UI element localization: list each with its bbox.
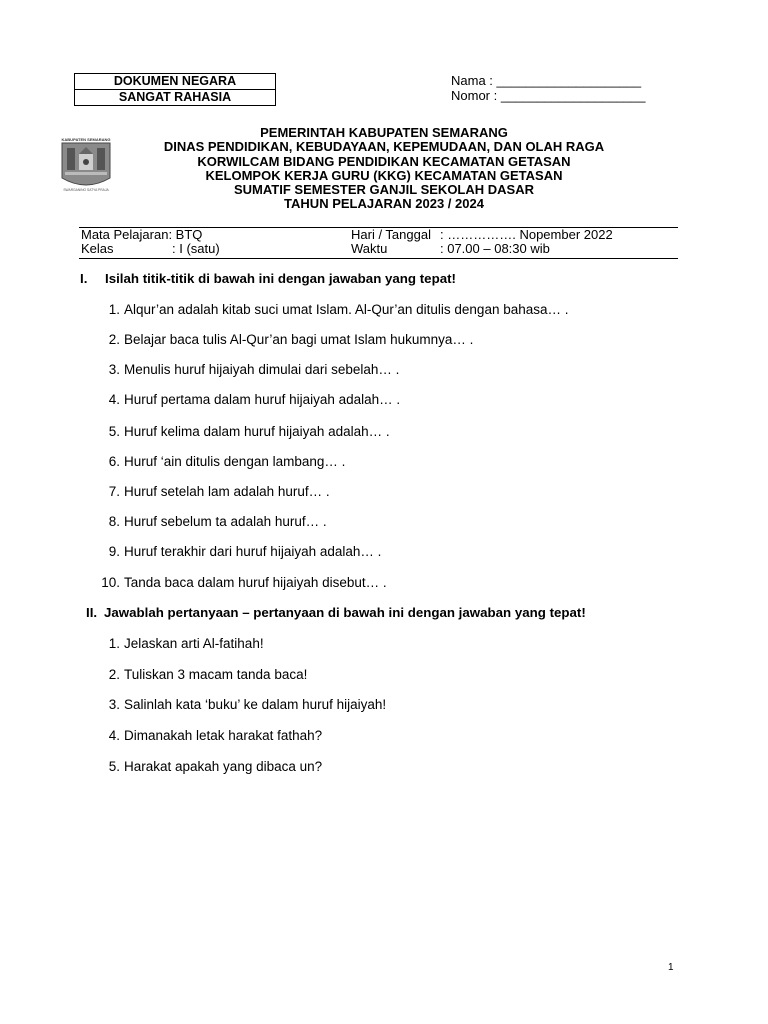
- kabupaten-semarang-logo: [59, 136, 113, 194]
- section-1-number: I.: [80, 271, 88, 286]
- question-text: Tanda baca dalam huruf hijaiyah disebut… .: [124, 575, 387, 590]
- question-text: Salinlah kata ‘buku’ ke dalam huruf hijaiyah!: [124, 697, 387, 712]
- class-value: : I (satu): [172, 241, 220, 256]
- question-text: Huruf terakhir dari huruf hijaiyah adalah… .: [124, 544, 382, 559]
- question-number: 7.: [108, 484, 120, 499]
- name-field: Nama : ____________________: [451, 73, 642, 88]
- header-line-5: SUMATIF SEMESTER GANJIL SEKOLAH DASAR: [234, 182, 534, 198]
- classification-line-1: DOKUMEN NEGARA: [113, 74, 237, 88]
- section-1-title: Isilah titik-titik di bawah ini dengan jawaban yang tepat!: [105, 271, 456, 286]
- day-date-value: : ……………. Nopember 2022: [440, 227, 613, 242]
- question-number: 4.: [108, 392, 120, 407]
- question-number: 2.: [108, 667, 120, 682]
- time-value: : 07.00 – 08:30 wib: [440, 241, 550, 256]
- question-number: 10.: [101, 575, 120, 590]
- question-text: Huruf ‘ain ditulis dengan lambang… .: [124, 454, 346, 469]
- question-text: Huruf setelah lam adalah huruf… .: [124, 484, 330, 499]
- header-line-3: KORWILCAM BIDANG PENDIDIKAN KECAMATAN GETASAN: [197, 153, 571, 169]
- question-text: Huruf kelima dalam huruf hijaiyah adalah… .: [124, 424, 390, 439]
- header-line-1: PEMERINTAH KABUPATEN SEMARANG: [260, 125, 508, 140]
- exam-header: [120, 126, 648, 212]
- question-number: 2.: [108, 332, 120, 347]
- question-text: Menulis huruf hijaiyah dimulai dari sebelah… .: [124, 362, 400, 377]
- subject-label: Mata Pelajaran: BTQ: [81, 227, 203, 242]
- document-classification-box: [74, 73, 276, 106]
- question-number: 3.: [108, 697, 120, 712]
- day-date-label: Hari / Tanggal: [351, 227, 431, 242]
- page-number: 1: [668, 962, 674, 973]
- question-number: 8.: [108, 514, 120, 529]
- question-text: Belajar baca tulis Al-Qur’an bagi umat Islam hukumnya… .: [124, 332, 474, 347]
- question-text: Harakat apakah yang dibaca un?: [124, 759, 323, 774]
- question-text: Dimanakah letak harakat fathah?: [124, 728, 323, 743]
- question-number: 1.: [108, 302, 120, 317]
- question-number: 9.: [108, 544, 120, 559]
- question-number: 3.: [108, 362, 120, 377]
- question-number: 4.: [108, 728, 120, 743]
- logo-bottom-text: SWARGANING SATYA PRAJA: [63, 188, 109, 192]
- section-2-title: Jawablah pertanyaan – pertanyaan di bawah ini dengan jawaban yang tepat!: [104, 605, 586, 620]
- question-number: 6.: [108, 454, 120, 469]
- question-text: Jelaskan arti Al-fatihah!: [124, 636, 264, 651]
- meta-bottom-rule: [79, 258, 678, 259]
- section-2-number: II.: [86, 605, 98, 620]
- question-text: Huruf sebelum ta adalah huruf… .: [124, 514, 327, 529]
- header-line-4: KELOMPOK KERJA GURU (KKG) KECAMATAN GETASAN: [205, 167, 563, 183]
- question-number: 5.: [108, 424, 120, 439]
- question-number: 1.: [108, 636, 120, 651]
- number-field: Nomor : ____________________: [451, 88, 646, 103]
- time-label: Waktu: [351, 241, 388, 256]
- header-line-6: TAHUN PELAJARAN 2023 / 2024: [284, 196, 484, 212]
- logo-top-text: KABUPATEN SEMARANG: [61, 137, 111, 142]
- question-text: Tuliskan 3 macam tanda baca!: [124, 667, 308, 682]
- class-label: Kelas: [81, 241, 114, 256]
- question-text: Alqur’an adalah kitab suci umat Islam. Al-Qur’an ditulis dengan bahasa… .: [124, 302, 569, 317]
- classification-line-2: SANGAT RAHASIA: [75, 89, 275, 105]
- header-line-2: DINAS PENDIDIKAN, KEBUDAYAAN, KEPEMUDAAN, DAN OLAH RAGA: [163, 139, 605, 155]
- question-number: 5.: [108, 759, 120, 774]
- question-text: Huruf pertama dalam huruf hijaiyah adalah… .: [124, 392, 401, 407]
